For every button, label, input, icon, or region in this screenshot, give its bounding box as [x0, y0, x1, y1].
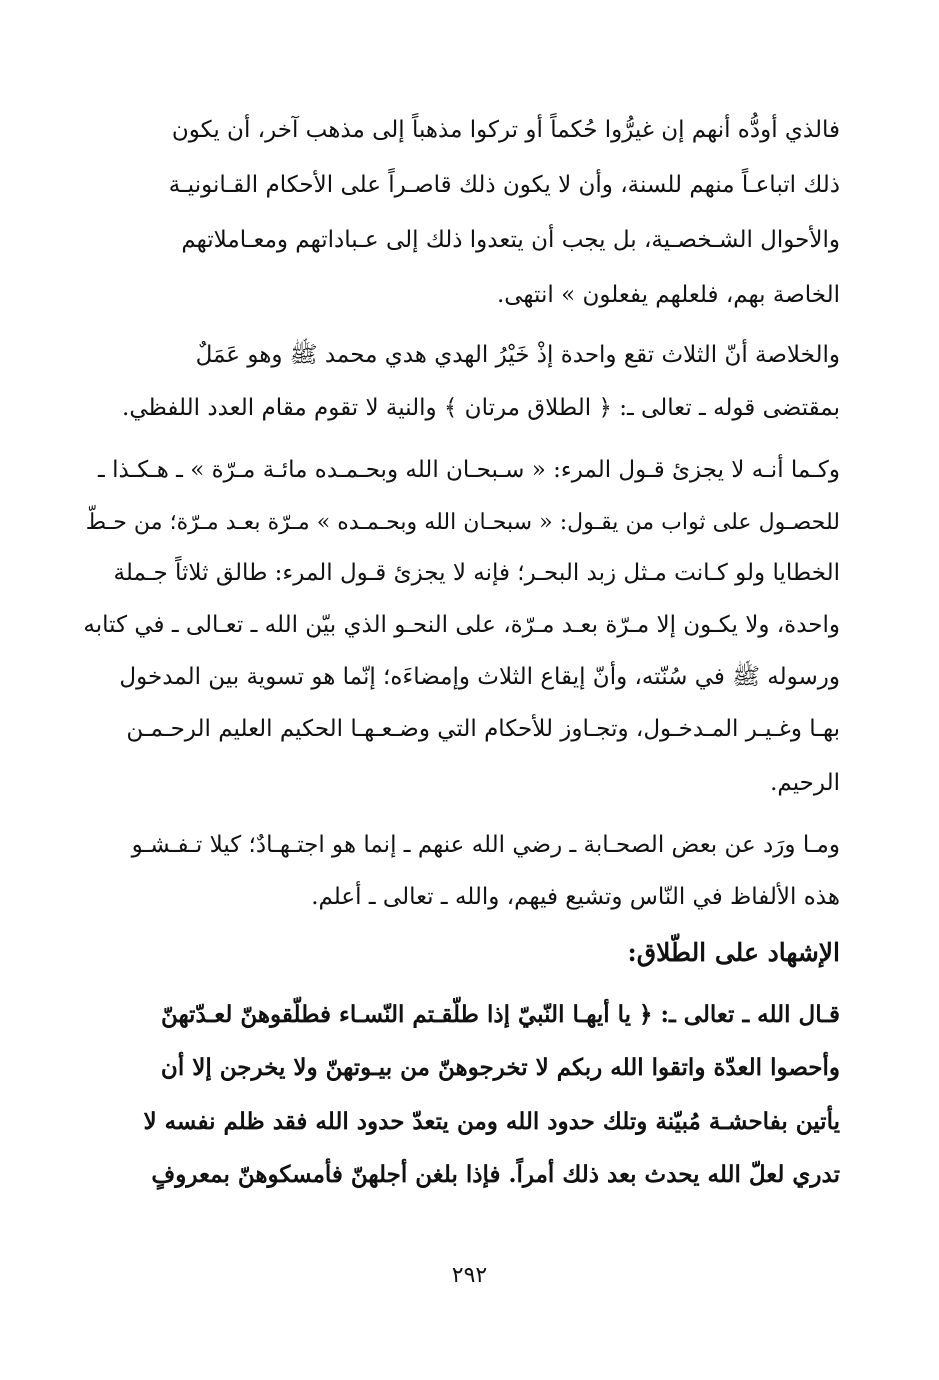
paragraph-4-line-1: ومـا ورَد عن بعض الصحـابة ـ رضي الله عنهم ـ إنما هو اجتـهـادٌ؛ كيلا تـفـشـو: [131, 832, 840, 858]
quran-line-2: وأحصوا العدّة واتقوا الله ربكم لا تخرجوهنّ من بيـوتهنّ ولا يخرجن إلا أن: [160, 1054, 840, 1081]
quran-line-1: قـال الله ـ تعالى ـ: ﴿ يا أيهـا النّبيّ إذا طلّقـتم النّسـاء فطلّقوهنّ لعـدّتهنّ: [160, 1001, 840, 1028]
paragraph-1-line-2: ذلك اتباعـاً منهم للسنة، وأن لا يكون ذلك قاصـراً على الأحكام القـانونيـة: [168, 172, 840, 198]
quran-line-3: يأتين بفاحشـة مُبيّنة وتلك حدود الله ومن يتعدّ حدود الله فقد ظلم نفسه لا: [143, 1108, 840, 1135]
paragraph-4-line-2: هذه الألفاظ في النّاس وتشيع فيهم، والله ـ تعالى ـ أعلم.: [311, 884, 840, 910]
page-number: ٢٩٢: [451, 1263, 488, 1288]
paragraph-3-line-5: ورسوله ﷺ في سُنّته، وأنّ إيقاع الثلاث وإمضاءَه؛ إنّما هو تسوية بين المدخول: [119, 664, 840, 690]
paragraph-3-line-6: بهـا وغـيـر المـدخـول، وتجـاوز للأحكام التي وضـعـهـا الحكيم العليم الرحـمـن: [126, 716, 840, 742]
paragraph-1-line-1: فالذي أودُّه أنهم إن غيرُّوا حُكماً أو تركوا مذهباً إلى مذهب آخر، أن يكون: [171, 117, 840, 143]
paragraph-1-line-4: الخاصة بهم، فلعلهم يفعلون » انتهى.: [496, 282, 840, 308]
paragraph-3-line-7: الرحيم.: [770, 770, 840, 796]
text-body: [78, 0, 840, 1250]
paragraph-3-line-2: للحصـول على ثواب من يقـول: « سبحـان الله وبحـمـده » مـرّة بعـد مـرّة؛ من حـطّ: [85, 509, 840, 535]
paragraph-3-line-3: الخطايا ولو كـانت مـثل زبد البحـر؛ فإنه لا يجزئ قـول المرء: طالق ثلاثاً جـملة: [113, 560, 840, 586]
section-heading: الإشهاد على الطّلاق:: [627, 938, 840, 967]
paragraph-2-line-1: والخلاصة أنّ الثلاث تقع واحدة إذْ خَيْرُ الهدي هدي محمد ﷺ وهو عَمَلٌ: [195, 342, 840, 368]
paragraph-2-line-2: بمقتضى قوله ـ تعالى ـ: ﴿ الطلاق مرتان ﴾ والنية لا تقوم مقام العدد اللفظي.: [122, 395, 840, 421]
paragraph-3-line-1: وكـما أنـه لا يجزئ قـول المرء: « سـبحـان الله وبحـمـده مائـة مـرّة » ـ هـكـذا ـ: [98, 457, 840, 483]
quran-line-4: تدري لعلّ الله يحدث بعد ذلك أمراً. فإذا بلغن أجلهنّ فأمسكوهنّ بمعروفٍ: [151, 1161, 840, 1188]
paragraph-3-line-4: واحدة، ولا يكـون إلا مـرّة بعـد مـرّة، على النحـو الذي بيّن الله ـ تعـالى ـ في كتابه: [83, 612, 840, 638]
paragraph-1-line-3: والأحوال الشـخصـية، بل يجب أن يتعدوا ذلك إلى عـباداتهم ومعـاملاتهم: [181, 227, 840, 253]
